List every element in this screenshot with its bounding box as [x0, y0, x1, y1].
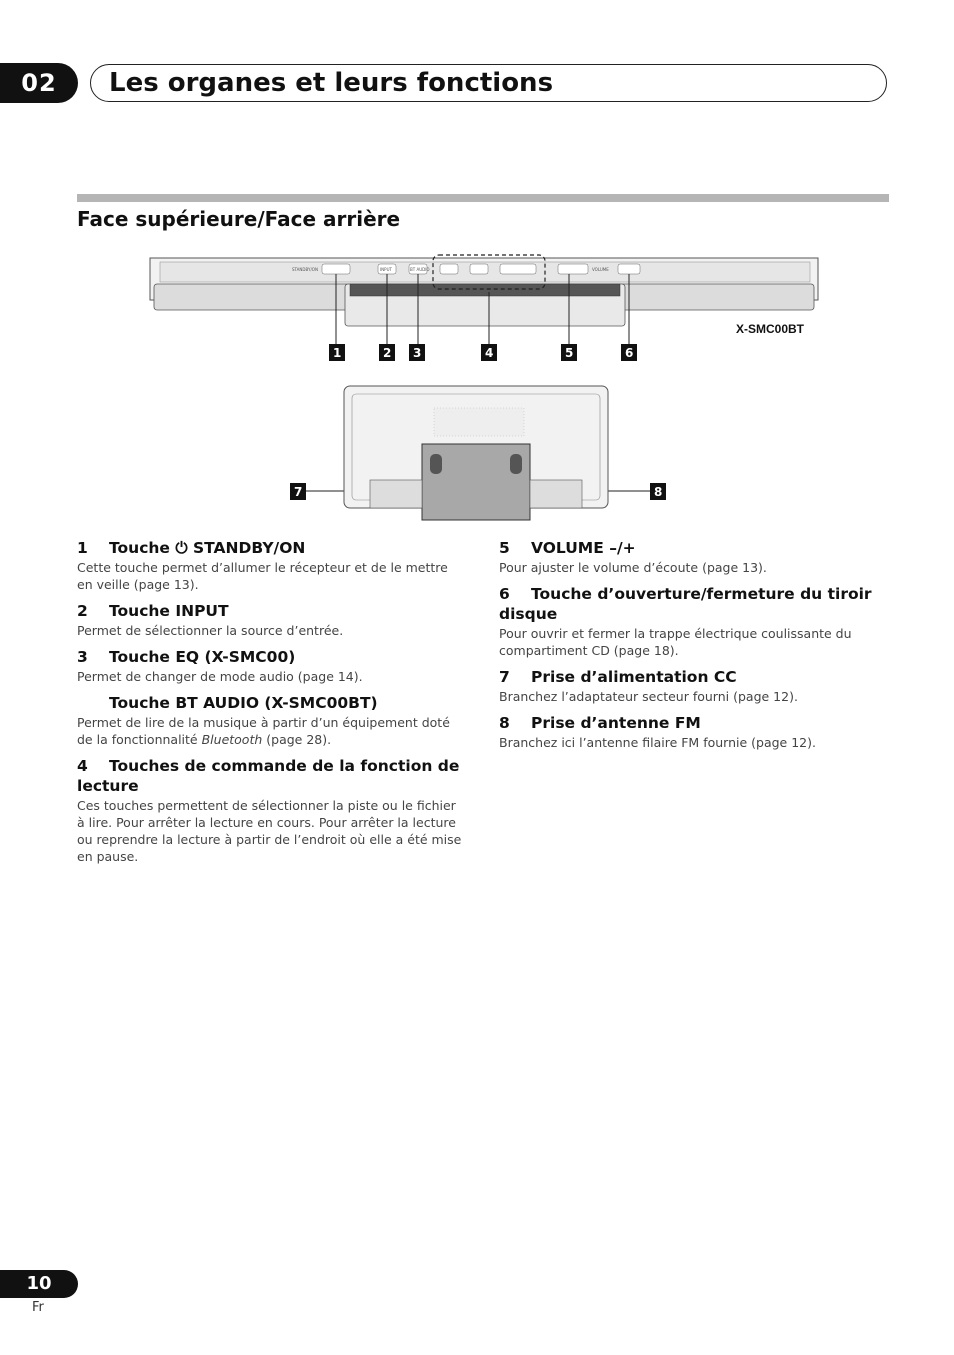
list-item — [77, 693, 467, 748]
item-title: 7 Prise d’alimentation CC — [499, 668, 737, 686]
input-panel-label: INPUT — [380, 267, 392, 272]
svg-text:8: 8 — [654, 485, 663, 499]
list-item — [77, 601, 467, 639]
model-label: X-SMC00BT — [736, 322, 805, 336]
list-item — [77, 756, 467, 865]
list-item — [499, 538, 889, 576]
item-description: Branchez ici l’antenne filaire FM fournie (page 12). — [499, 735, 816, 750]
language-label: Fr — [32, 1300, 44, 1315]
item-title: 5 VOLUME –/+ — [499, 539, 636, 557]
chapter-title: Les organes et leurs fonctions — [109, 68, 554, 98]
item-title: 2 Touche INPUT — [77, 602, 229, 620]
page-number: 10 — [0, 1270, 78, 1298]
svg-text:3: 3 — [413, 346, 422, 360]
section-title: Face supérieure/Face arrière — [77, 207, 401, 231]
chapter-title-box — [90, 64, 887, 102]
item-description: Branchez l’adaptateur secteur fourni (page 12). — [499, 689, 798, 704]
standby-on-label: STANDBY/ON — [292, 267, 318, 272]
callout-8 — [650, 483, 666, 500]
callout-5 — [561, 344, 577, 361]
svg-text:1: 1 — [333, 346, 342, 360]
callout-4 — [481, 344, 497, 361]
item-title: 1 Touche ⏻ STANDBY/ON — [77, 539, 306, 557]
callout-3 — [409, 344, 425, 361]
list-item — [499, 713, 889, 751]
list-item — [499, 667, 889, 705]
list-item — [499, 584, 889, 659]
item-title: 8 Prise d’antenne FM — [499, 714, 701, 732]
device-diagram — [140, 248, 830, 528]
svg-text:6: 6 — [625, 346, 634, 360]
callout-7 — [290, 483, 306, 500]
top-panel-illustration — [150, 255, 818, 326]
item-description: Pour ajuster le volume d’écoute (page 13). — [499, 560, 767, 575]
volume-panel-label: VOLUME — [592, 267, 609, 272]
left-column — [77, 538, 467, 873]
item-description: Pour ouvrir et fermer la trappe électrique coulissante du compartiment CD (page 18). — [499, 626, 852, 658]
svg-text:7: 7 — [294, 485, 303, 499]
item-description: Permet de lire de la musique à partir d’un équipement doté de la fonctionnalité Bluetooth (page 28). — [77, 715, 450, 747]
item-description: Permet de changer de mode audio (page 14). — [77, 669, 363, 684]
item-title: 4 Touches de commande de la fonction de lecture — [77, 757, 460, 795]
item-description: Permet de sélectionner la source d’entrée. — [77, 623, 344, 638]
chapter-number-badge: 02 — [0, 63, 78, 103]
right-column — [499, 538, 889, 759]
list-item — [77, 647, 467, 685]
item-description: Ces touches permettent de sélectionner la piste ou le fichier à lire. Pour arrêter la lecture en cours. Pour arrêter la lecture ou reprendre la lecture à partir de l’endroit où elle a été mise en pause. — [77, 798, 462, 864]
list-item — [77, 538, 467, 593]
callout-6 — [621, 344, 637, 361]
svg-text:4: 4 — [485, 346, 494, 360]
item-description: Cette touche permet d’allumer le récepteur et de le mettre en veille (page 13). — [77, 560, 448, 592]
callout-2 — [379, 344, 395, 361]
svg-text:2: 2 — [383, 346, 392, 360]
rear-panel-illustration — [344, 386, 608, 520]
bt-audio-panel-label: BT AUDIO — [410, 267, 430, 272]
section-divider — [77, 194, 889, 202]
item-title: 6 Touche d’ouverture/fermeture du tiroir disque — [499, 585, 872, 623]
callout-1 — [329, 344, 345, 361]
svg-text:5: 5 — [565, 346, 574, 360]
item-title: Touche BT AUDIO (X-SMC00BT) — [109, 694, 378, 712]
item-title: 3 Touche EQ (X-SMC00) — [77, 648, 296, 666]
